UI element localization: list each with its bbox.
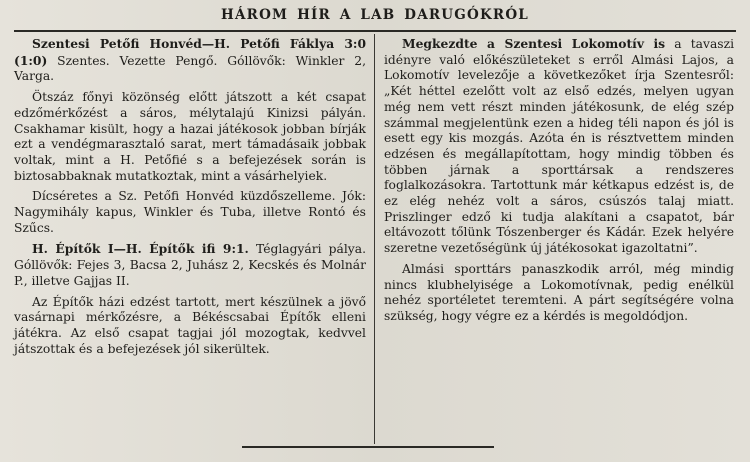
top-rule	[14, 30, 736, 32]
news-paragraph	[384, 36, 734, 257]
match2-title: H. Építők I—H. Építők ifi 9:1.	[32, 241, 249, 257]
match1-praise: Dícséretes a Sz. Petőfi Honvéd küzdőszelleme. Jók: Nagymihály kapus, Winkler és Tuba, illetve Rontó és Szűcs.	[14, 189, 366, 235]
left-column	[14, 36, 366, 362]
headline: HÁROM HÍR A LAB DARUGÓKRÓL	[221, 7, 529, 23]
match1-report: Ötszáz főnyi közönség előtt játszott a két csapat edzőmérkőzést a sáros, mélytalajú Kinizsi pályán. Csakhamar kisült, hogy a hazai játékosok jobban bírják ezt a vendégmarasztaló sarat, mert támadásaik jobbak voltak, mint a H. Petőfié s a befejezések során is biztosabbaknak mutatkoztak, mint a vásárhelyiek.	[14, 90, 366, 183]
match1-title: Szentesi Petőfi Honvéd—H. Petőfi Fáklya 3:0 (1:0)	[14, 36, 366, 68]
match1-paragraph	[14, 36, 366, 85]
bottom-rule	[242, 446, 494, 448]
match2-details: Téglagyári pálya. Góllövők: Fejes 3, Bacsa 2, Juhász 2, Kecskés és Molnár P., illetve Gajjas II.	[14, 242, 366, 288]
column-divider	[374, 34, 375, 444]
match2-report: Az Építők házi edzést tartott, mert készülnek a jövő vasárnapi mérkőzésre, a Békéscsabai Építők elleni játékra. Az első csapat tagjai jól mozogtak, kedvvel játszottak és a befejezések jól sikerültek.	[14, 294, 366, 356]
match2-paragraph	[14, 241, 366, 289]
news-intro: a tavaszi idényre való előkészületeket s erről Almási Lajos, a Lokomotív levelezője a következőket írja Szentesről:	[384, 37, 734, 83]
match1-details: Szentes. Vezette Pengő. Góllövők: Winkler 2, Varga.	[14, 53, 366, 84]
news-quote: „Két héttel ezelőtt volt az első edzés, melyen ugyan még nem vett részt minden játékosunk, de elég szép számmal megjelentünk ezen a hideg téli napon és jól is esett egy kis mozgás. Azóta én is résztvettem minden edzésen és megállapítottam, hogy mindig többen és többen járnak a sporttársak a rendszeres foglalkozásokra. Tartottunk már kétkapus edzést is, de ez elég nehéz volt a sáros, csúszós talaj miatt. Priszlinger edző ki tudja alakítani a csapatot, bár eltávozott tőlünk Tószenberger és Kádár. Ezek helyére szeretne vezetőségünk új játékosokat igazoltatni”.	[384, 84, 734, 256]
right-column	[384, 36, 734, 330]
news-title: Megkezdte a Szentesi Lokomotív is	[402, 36, 666, 51]
news-closing: Almási sporttárs panaszkodik arról, még mindig nincs klubhelyisége a Lokomotívnak, pedig enélkül nehéz sportéletet teremteni. A párt segítségére volna szükség, hogy végre ez a kérdés is megoldódjon.	[384, 261, 734, 323]
